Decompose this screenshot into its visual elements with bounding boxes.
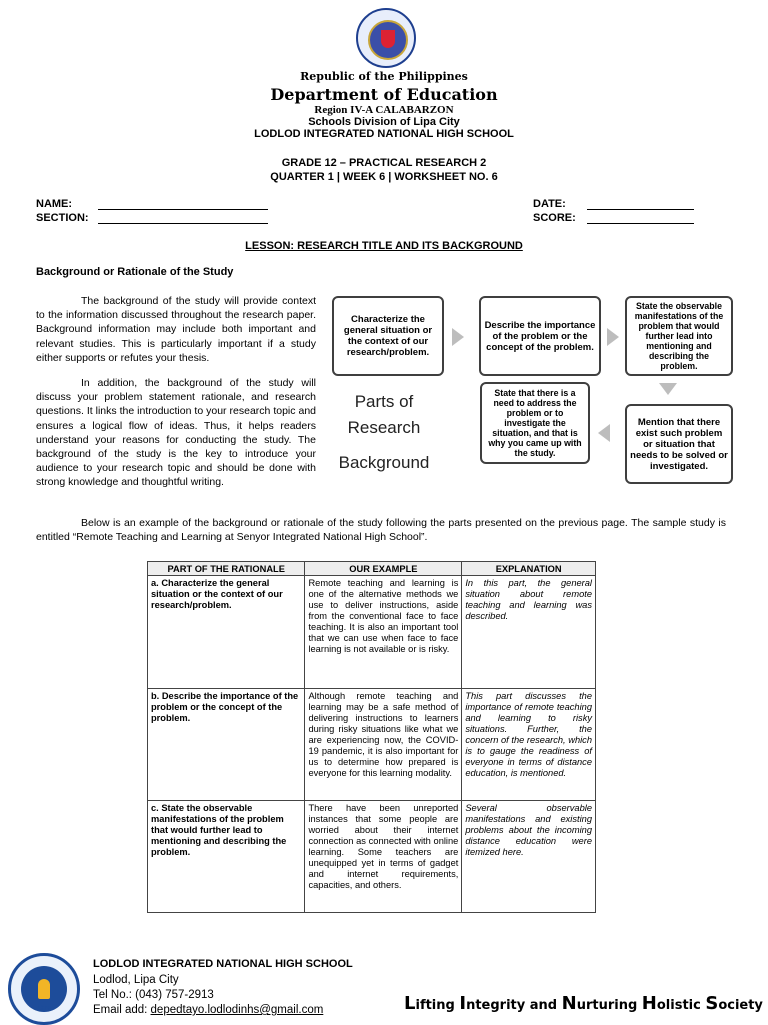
- logo-year: 1970: [37, 1006, 51, 1012]
- motto-letter: N: [561, 993, 577, 1014]
- name-input-line[interactable]: [98, 209, 268, 210]
- school-motto: [404, 993, 763, 1014]
- score-input-line[interactable]: [587, 223, 694, 224]
- region-line: Region IV-A CALABARZON: [314, 104, 454, 116]
- motto-letter: I: [459, 993, 467, 1014]
- division-line: Schools Division of Lipa City: [308, 116, 460, 128]
- school-line: LODLOD INTEGRATED NATIONAL HIGH SCHOOL: [254, 128, 514, 140]
- arrow-right-icon: [452, 328, 464, 346]
- date-input-line[interactable]: [587, 209, 694, 210]
- table-cell-explanation: Several observable manifestations and existing problems about the incoming distance education were itemized here.: [462, 801, 596, 913]
- department-title: Department of Education: [270, 85, 498, 104]
- date-label: DATE:: [533, 198, 566, 210]
- diagram-step-1: Characterize the general situation or the context of our research/problem.: [332, 296, 444, 376]
- footer-email-link[interactable]: depedtayo.lodlodinhs@gmail.com: [150, 1004, 324, 1016]
- diagram-title-3: Background: [338, 453, 430, 472]
- paragraph-3: Below is an example of the background or rationale of the study following the parts presented on the previous page. The sample study is entitled “Remote Teaching and Learning at Senyor Integrated National High School”.: [36, 517, 726, 544]
- motto-word: olistic: [656, 998, 706, 1013]
- footer-school: LODLOD INTEGRATED NATIONAL HIGH SCHOOL: [93, 958, 353, 970]
- name-label: NAME:: [36, 198, 73, 210]
- table-cell-part: c. State the observable manifestations of the problem that would further lead to mentioning and describing the problem.: [148, 801, 305, 913]
- paragraph-2: In addition, the background of the study will discuss your problem statement rationale, and research questions. It links the introduction to your research topic and ensures a logical flow of ideas. Thus, it helps readers understand your reasons for conducting the study. The background of the study is the key to introduce your audience to your research topic and should be done with strong knowledge and thoughtful writing.: [36, 377, 316, 489]
- motto-word: ociety: [718, 998, 763, 1013]
- table-cell-part: b. Describe the importance of the problem or the concept of the problem.: [148, 689, 305, 801]
- table-header: EXPLANATION: [462, 562, 596, 576]
- diagram-title-2: Research: [347, 418, 421, 437]
- lesson-title: LESSON: RESEARCH TITLE AND ITS BACKGROUND: [245, 240, 523, 252]
- diagram-title-1: Parts of: [354, 392, 414, 411]
- footer-address: Lodlod, Lipa City: [93, 974, 179, 986]
- section-input-line[interactable]: [98, 223, 268, 224]
- table-header: OUR EXAMPLE: [305, 562, 462, 576]
- diagram-step-5: State that there is a need to address the problem or to investigate the situation, and that is why you came up with the study.: [480, 382, 590, 464]
- diagram-step-3: State the observable manifestations of the problem that would further lead into mentioning and describing the problem.: [625, 296, 733, 376]
- rationale-table: [147, 561, 596, 913]
- footer-tel: Tel No.: (043) 757-2913: [93, 989, 214, 1001]
- arrow-left-icon: [598, 424, 610, 442]
- table-cell-example: There have been unreported instances that some people are worried about their internet connection as connected with online learning. Some teachers are unequipped yet in terms of gadget and internet requirements, capacities, and others.: [305, 801, 462, 913]
- table-header-row: [148, 562, 596, 576]
- quarter-line: QUARTER 1 | WEEK 6 | WORKSHEET NO. 6: [270, 171, 498, 183]
- table-row: [148, 576, 596, 689]
- motto-word: and: [529, 998, 562, 1013]
- paragraph-1: The background of the study will provide context to the information discussed throughout the research paper. Background information may include both important and relevant studies. This is particularly important if a study either supports or refutes your thesis.: [36, 295, 316, 364]
- school-logo: [8, 953, 80, 1025]
- diagram-step-4: Mention that there exist such problem or situation that needs to be solved or investigated.: [625, 404, 733, 484]
- diagram-step-2: Describe the importance of the problem or the concept of the problem.: [479, 296, 601, 376]
- footer-email-line: [93, 1004, 323, 1016]
- motto-word: urturing: [576, 998, 642, 1013]
- table-cell-example: Remote teaching and learning is one of the alternative methods we use to deliver instructions, aside from the conventional face to face teaching. It is also an important tool that we can use when face to face learning is not available or is risky.: [305, 576, 462, 689]
- section-label: SECTION:: [36, 212, 89, 224]
- section-heading: Background or Rationale of the Study: [36, 266, 234, 278]
- table-cell-part: a. Characterize the general situation or the context of our research/problem.: [148, 576, 305, 689]
- table-header: PART OF THE RATIONALE: [148, 562, 305, 576]
- motto-letter: S: [705, 993, 719, 1014]
- grade-line: GRADE 12 – PRACTICAL RESEARCH 2: [281, 157, 487, 169]
- table-cell-explanation: In this part, the general situation about remote teaching and learning was described.: [462, 576, 596, 689]
- score-label: SCORE:: [533, 212, 576, 224]
- table-cell-explanation: This part discusses the importance of remote teaching and learning to risky situations. Further, the concern of the research, which is to gauge the readiness of everyone in terms of distance education, is mentioned.: [462, 689, 596, 801]
- table-cell-example: Although remote teaching and learning may be a safe method of delivering instructions to learners during risky situations like what we are experiencing now, the COVID-19 pandemic, it is also important for us to determine how prepared is everyone for this learning modality.: [305, 689, 462, 801]
- motto-letter: H: [641, 993, 657, 1014]
- table-row: [148, 801, 596, 913]
- motto-letter: L: [404, 993, 416, 1014]
- table-row: [148, 689, 596, 801]
- motto-word: ifting: [415, 998, 460, 1013]
- footer-email-label: Email add:: [93, 1004, 151, 1016]
- motto-word: ntegrity: [466, 998, 530, 1013]
- arrow-right-icon: [607, 328, 619, 346]
- arrow-down-icon: [659, 383, 677, 395]
- republic-line: Republic of the Philippines: [300, 70, 468, 83]
- deped-seal: [356, 8, 416, 68]
